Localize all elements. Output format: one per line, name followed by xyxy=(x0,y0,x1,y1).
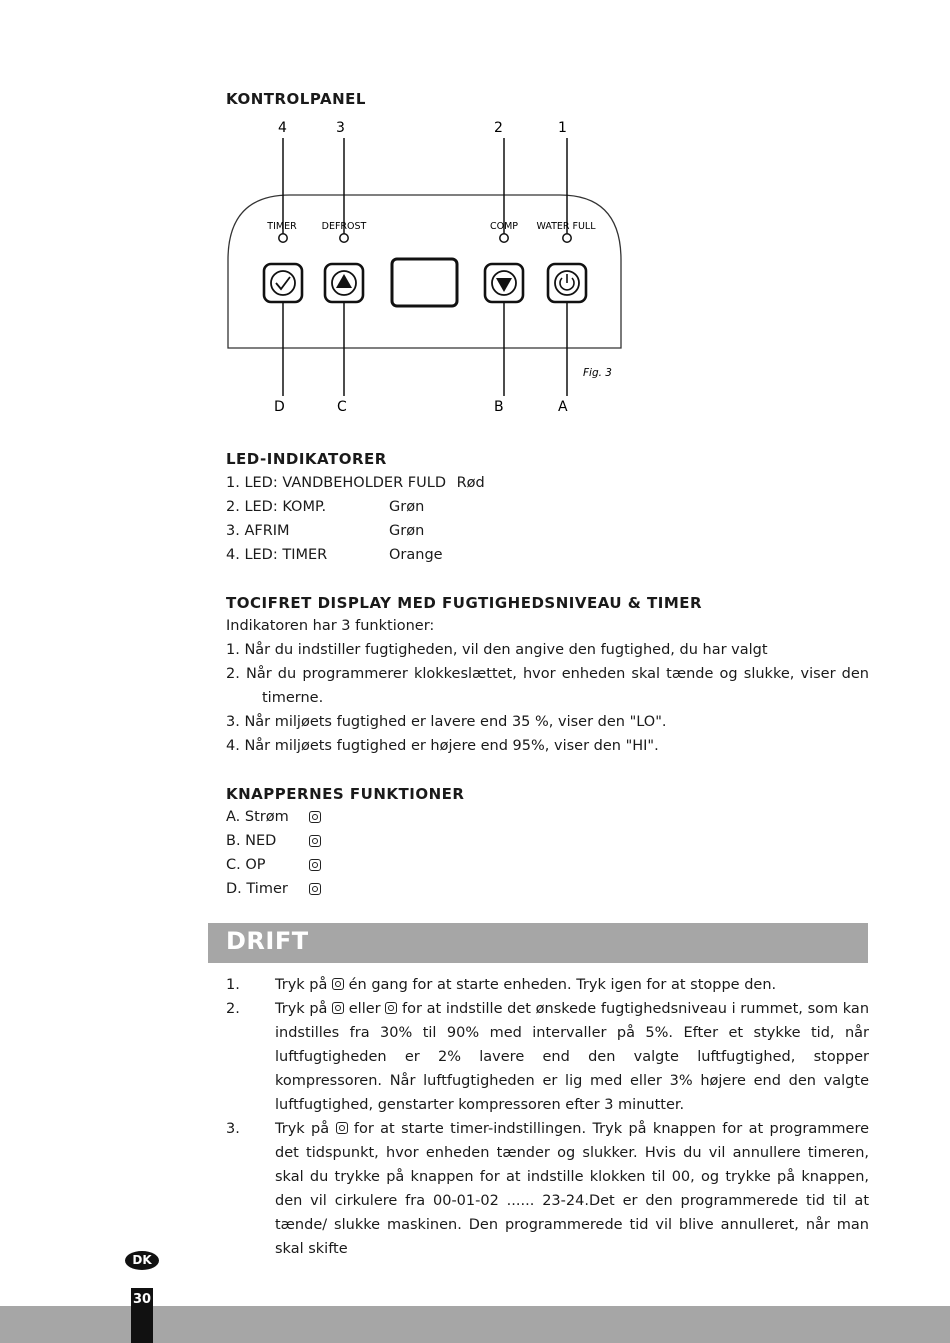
display-item-2-cont: timerne. xyxy=(262,690,324,706)
language-badge: DK xyxy=(125,1251,159,1270)
callout-3: 3 xyxy=(336,120,345,136)
display-intro: Indikatoren har 3 funktioner: xyxy=(226,618,435,634)
drift-number: 2. xyxy=(226,1001,240,1017)
led-row-color: Grøn xyxy=(389,499,425,515)
led-row-label: 4. LED: TIMER xyxy=(226,547,328,563)
button-item-power: A. Strøm xyxy=(226,809,289,825)
display-section xyxy=(226,614,869,758)
fig-caption: Fig. 3 xyxy=(583,367,612,379)
led-label-water-full: WATER FULL xyxy=(536,221,596,232)
list-item xyxy=(226,829,426,853)
timer-button-icon xyxy=(264,264,302,302)
up-button-icon xyxy=(325,264,363,302)
led-label-comp: COMP xyxy=(489,221,519,232)
button-item-down: B. NED xyxy=(226,833,277,849)
led-row-color: Rød xyxy=(456,475,485,491)
display-heading: TOCIFRET DISPLAY MED FUGTIGHEDSNIVEAU & TIMER xyxy=(226,594,703,612)
callout-c: C xyxy=(337,399,347,415)
callout-4: 4 xyxy=(278,120,287,136)
down-icon xyxy=(385,1002,397,1014)
led-row-color: Grøn xyxy=(389,523,425,539)
down-icon xyxy=(309,835,321,847)
timer-icon xyxy=(336,1122,348,1134)
led-table xyxy=(226,471,526,567)
callout-1: 1 xyxy=(558,120,567,136)
drift-text: Tryk på xyxy=(275,1001,328,1017)
water-full-led-icon xyxy=(563,234,571,242)
page-tab xyxy=(131,1288,153,1343)
drift-text: eller xyxy=(348,1001,381,1017)
callout-a: A xyxy=(558,399,568,415)
drift-heading: DRIFT xyxy=(226,927,309,955)
led-row xyxy=(226,519,526,543)
list-item xyxy=(226,853,426,877)
control-panel-diagram xyxy=(210,110,650,420)
drift-section-band xyxy=(208,923,868,963)
display-window xyxy=(392,259,457,306)
list-item xyxy=(226,877,426,901)
display-item-2: 2. Når du programmerer klokkeslættet, hvor enheden skal tænde og slukke, viser den xyxy=(226,666,869,682)
led-label-timer: TIMER xyxy=(267,221,297,232)
drift-text: for at indstille det ønskede fugtighedsniveau i rummet, som kan indstilles fra 30% til 90% med intervaller på 5%. Efter et stykke tid, når luftfugtigheden er 2% lavere end den valgte luftfugtighed, stopper kompressoren. Når luftfugtigheden er lig med eller 3% højere end den valgte luftfugtighed, genstarter kompressoren efter 3 minutter. xyxy=(275,1001,870,1113)
comp-led-icon xyxy=(500,234,508,242)
defrost-led-icon xyxy=(340,234,348,242)
led-row-label: 2. LED: KOMP. xyxy=(226,499,327,515)
led-row xyxy=(226,495,526,519)
drift-text: Tryk på xyxy=(275,1121,330,1137)
callout-b: B xyxy=(494,399,504,415)
display-item-4: 4. Når miljøets fugtighed er højere end 95%, viser den "HI". xyxy=(226,738,659,754)
drift-number: 1. xyxy=(226,977,240,993)
timer-icon xyxy=(309,883,321,895)
list-item xyxy=(226,805,426,829)
up-icon xyxy=(332,1002,344,1014)
display-item-3: 3. Når miljøets fugtighed er lavere end 35 %, viser den "LO". xyxy=(226,714,667,730)
power-button-icon xyxy=(548,264,586,302)
led-row-label: 1. LED: VANDBEHOLDER FULD xyxy=(226,475,446,491)
display-item-1: 1. Når du indstiller fugtigheden, vil den angive den fugtighed, du har valgt xyxy=(226,642,768,658)
drift-number: 3. xyxy=(226,1121,240,1137)
led-row xyxy=(226,471,526,495)
button-item-up: C. OP xyxy=(226,857,266,873)
callout-2: 2 xyxy=(494,120,503,136)
button-item-timer: D. Timer xyxy=(226,881,288,897)
led-row-color: Orange xyxy=(389,547,443,563)
power-icon xyxy=(332,978,344,990)
up-icon xyxy=(309,859,321,871)
buttons-list xyxy=(226,805,426,901)
led-label-defrost: DEFROST xyxy=(321,221,367,232)
timer-led-icon xyxy=(279,234,287,242)
drift-text: én gang for at starte enheden. Tryk igen for at stoppe den. xyxy=(348,977,777,993)
down-button-icon xyxy=(485,264,523,302)
buttons-heading: KNAPPERNES FUNKTIONER xyxy=(226,785,465,803)
led-row xyxy=(226,543,526,567)
kontrolpanel-heading: KONTROLPANEL xyxy=(226,90,366,108)
led-heading: LED-INDIKATORER xyxy=(226,450,387,468)
drift-text: for at starte timer-indstillingen. Tryk på knappen for at programmere det tidspunkt, hvor enheden tænder og slukker. Hvis du vil annullere timeren, skal du trykke på knappen for at indstille klokken til 00, og trykke på knappen, den vil cirkulere fra 00-01-02 ...... 23-24.Det er den programmerede tid til at tænde/ slukke maskinen. Den programmerede tid vil blive annulleret, når man skal skifte xyxy=(275,1121,870,1257)
callout-d: D xyxy=(274,399,285,415)
drift-text: Tryk på xyxy=(275,977,328,993)
led-row-label: 3. AFRIM xyxy=(226,523,290,539)
power-icon xyxy=(309,811,321,823)
page-number: 30 xyxy=(132,1292,152,1307)
